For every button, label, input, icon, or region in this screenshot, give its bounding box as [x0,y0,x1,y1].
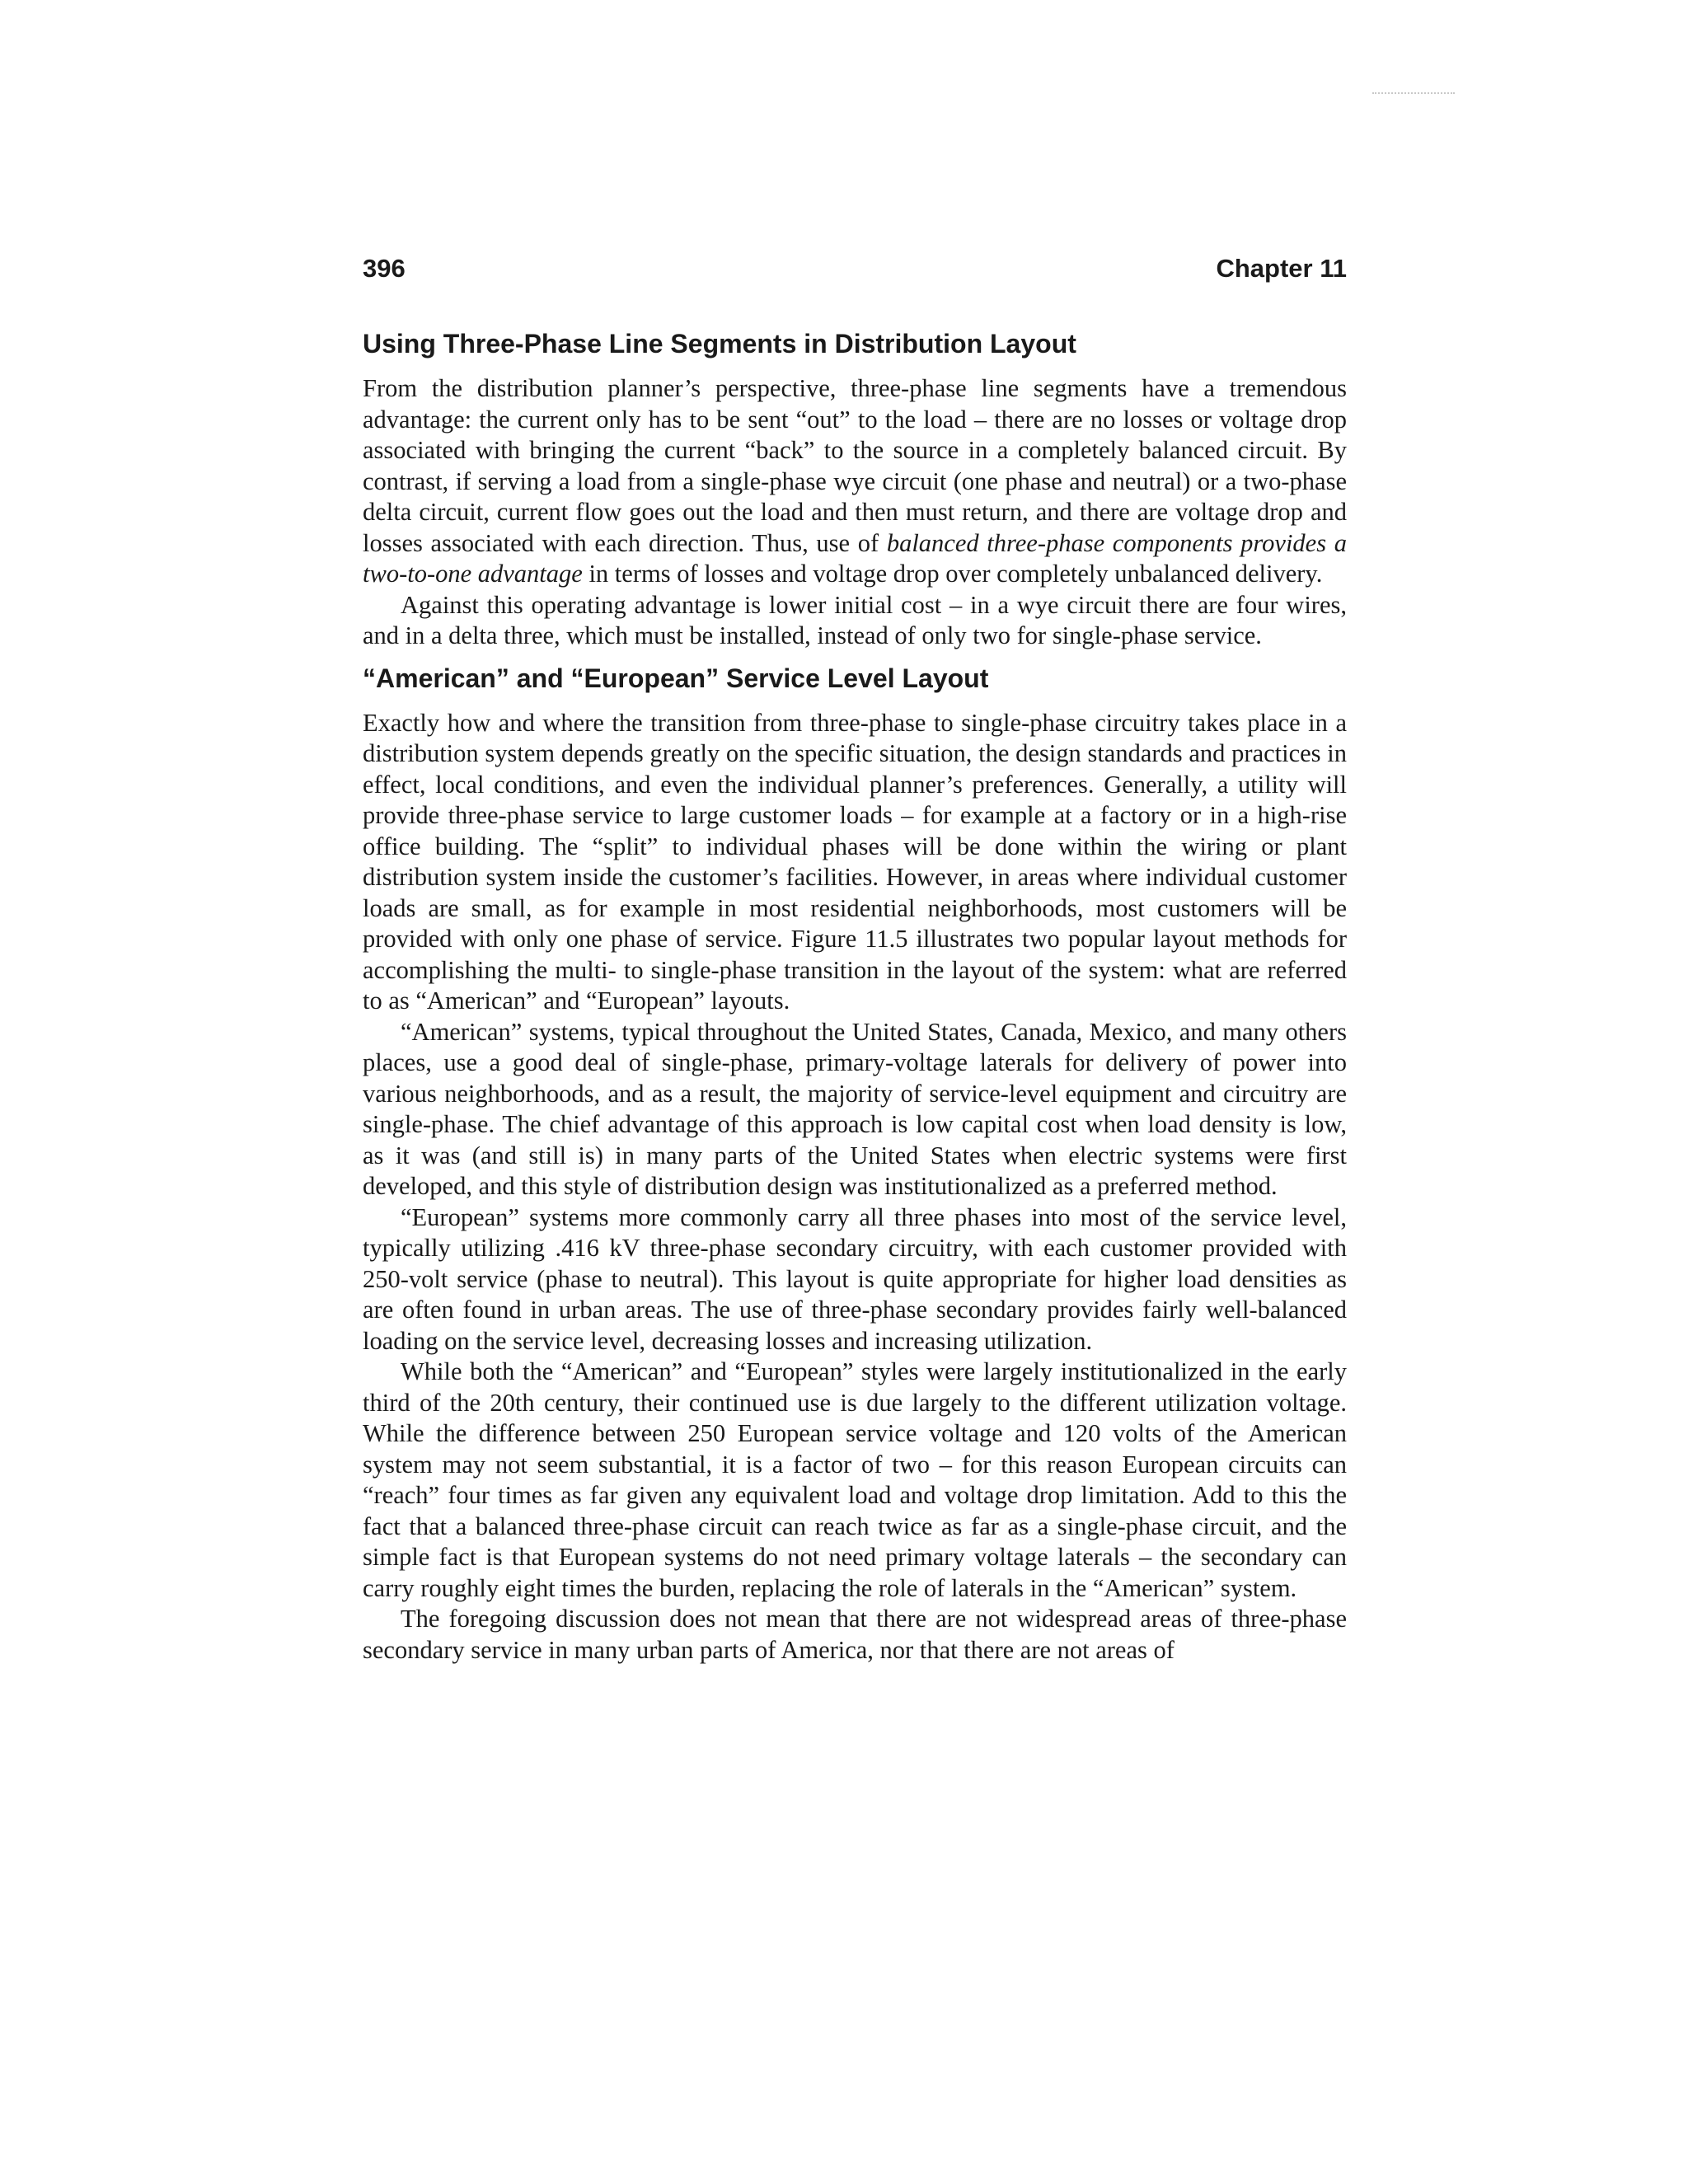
chapter-label: Chapter 11 [1216,254,1347,283]
emphasized-text: balanced three-phase components provides a two-to-one advantage [363,528,1347,588]
paragraph-text: in terms of losses and voltage drop over completely unbalanced delivery. [582,560,1323,588]
paragraph: The foregoing discussion does not mean that there are not widespread areas of three-phase secondary service in many urban parts of America, nor that there are not areas of [363,1605,1347,1664]
paragraph: While both the “American” and “European” styles were largely institutionalized in the early third of the 20th century, their continued use is due largely to the different utilization voltage. While the difference between 250 European service voltage and 120 volts of the American system may not seem substantial, it is a factor of two – for this reason European circuits can “reach” four times as far given any equivalent load and voltage drop limitation. Add to this the fact that a balanced three-phase circuit can reach twice as far as a single-phase circuit, and the simple fact is that European systems do not need primary voltage laterals – the secondary can carry roughly eight times the burden, replacing the role of laterals in the “American” system. [363,1357,1347,1602]
paragraph [363,373,1347,590]
section-heading-three-phase: Using Three-Phase Line Segments in Distribution Layout [363,329,1076,359]
paragraph: Against this operating advantage is lower initial cost – in a wye circuit there are four wires, and in a delta three, which must be installed, instead of only two for single-phase service. [363,590,1347,649]
scan-artifact-mark [1372,92,1455,96]
running-head [363,251,1347,287]
body-text [363,326,1347,1666]
paragraph: Exactly how and where the transition from three-phase to single-phase circuitry takes place in a distribution system depends greatly on the specific situation, the design standards and practices in effect, local conditions, and even the individual planner’s preferences. Generally, a utility will provide three-phase service to large customer loads – for example at a factory or in a high-rise office building. The “split” to individual phases will be done within the wiring or plant distribution system inside the customer’s facilities. However, in areas where individual customer loads are small, as for example in most residential neighborhoods, most customers will be provided with only one phase of service. Figure 11.5 illustrates two popular layout methods for accomplishing the multi- to single-phase transition in the layout of the system: what are referred to as “American” and “European” layouts. [363,708,1347,1015]
paragraph-text: From the distribution planner’s perspective, three-phase line segments have a tremendous advantage: the current only has to be sent “out” to the load – there are no losses or voltage drop associated with bringing the current “back” to the source in a completely balanced circuit. By contrast, if serving a load from a single-phase wye circuit (one phase and neutral) or a two-phase delta circuit, current flow goes out the load and then must return, and there are voltage drop and losses associated with each direction. Thus, use of [363,374,1347,557]
paragraph: “American” systems, typical throughout the United States, Canada, Mexico, and many others places, use a good deal of single-phase, primary-voltage laterals for delivery of power into various neighborhoods, and as a result, the majority of service-level equipment and circuitry are single-phase. The chief advantage of this approach is low capital cost when load density is low, as it was (and still is) in many parts of the United States when electric systems were first developed, and this style of distribution design was institutionalized as a preferred method. [363,1017,1347,1200]
paragraph: “European” systems more commonly carry all three phases into most of the service level, typically utilizing .416 kV three-phase secondary circuitry, with each customer provided with 250-volt service (phase to neutral). This layout is quite appropriate for higher load densities as are often found in urban areas. The use of three-phase secondary provides fairly well-balanced loading on the service level, decreasing losses and increasing utilization. [363,1202,1347,1355]
page-number: 396 [363,254,406,283]
section-heading-american-european: “American” and “European” Service Level Layout [363,663,989,693]
